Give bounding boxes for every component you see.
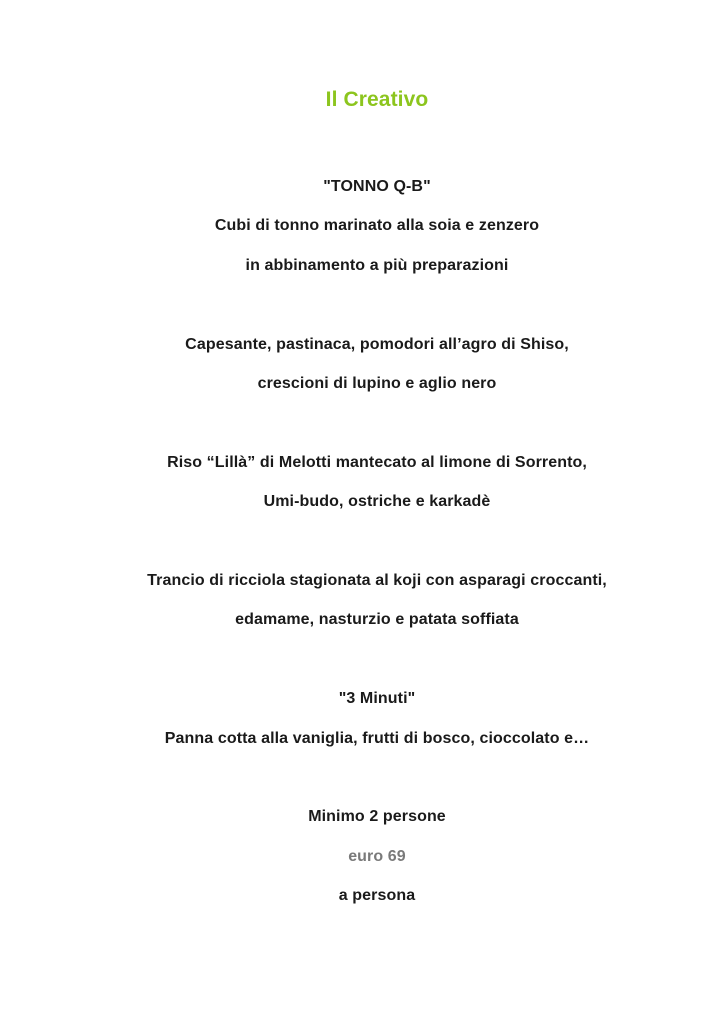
course-description: Trancio di ricciola stagionata al koji con asparagi croccanti, — [147, 572, 607, 589]
course-description: Riso “Lillà” di Melotti mantecato al limone di Sorrento, — [167, 454, 587, 471]
course-description: in abbinamento a più preparazioni — [245, 257, 509, 274]
course-description: Capesante, pastinaca, pomodori all’agro di Shiso, — [185, 336, 569, 353]
course-description: edamame, nasturzio e patata soffiata — [235, 611, 519, 628]
course-description: Panna cotta alla vaniglia, frutti di bosco, cioccolato e… — [164, 730, 590, 747]
course-name: "TONNO Q-B" — [323, 178, 431, 195]
per-person-label: a persona — [338, 887, 416, 904]
course-description: Cubi di tonno marinato alla soia e zenzero — [214, 217, 540, 234]
minimum-persons: Minimo 2 persone — [308, 808, 446, 825]
course-name: "3 Minuti" — [338, 690, 416, 707]
price: euro 69 — [348, 848, 406, 865]
menu-title: Il Creativo — [325, 88, 429, 111]
course-description: Umi-budo, ostriche e karkadè — [263, 493, 491, 510]
course-description: crescioni di lupino e aglio nero — [257, 375, 497, 392]
